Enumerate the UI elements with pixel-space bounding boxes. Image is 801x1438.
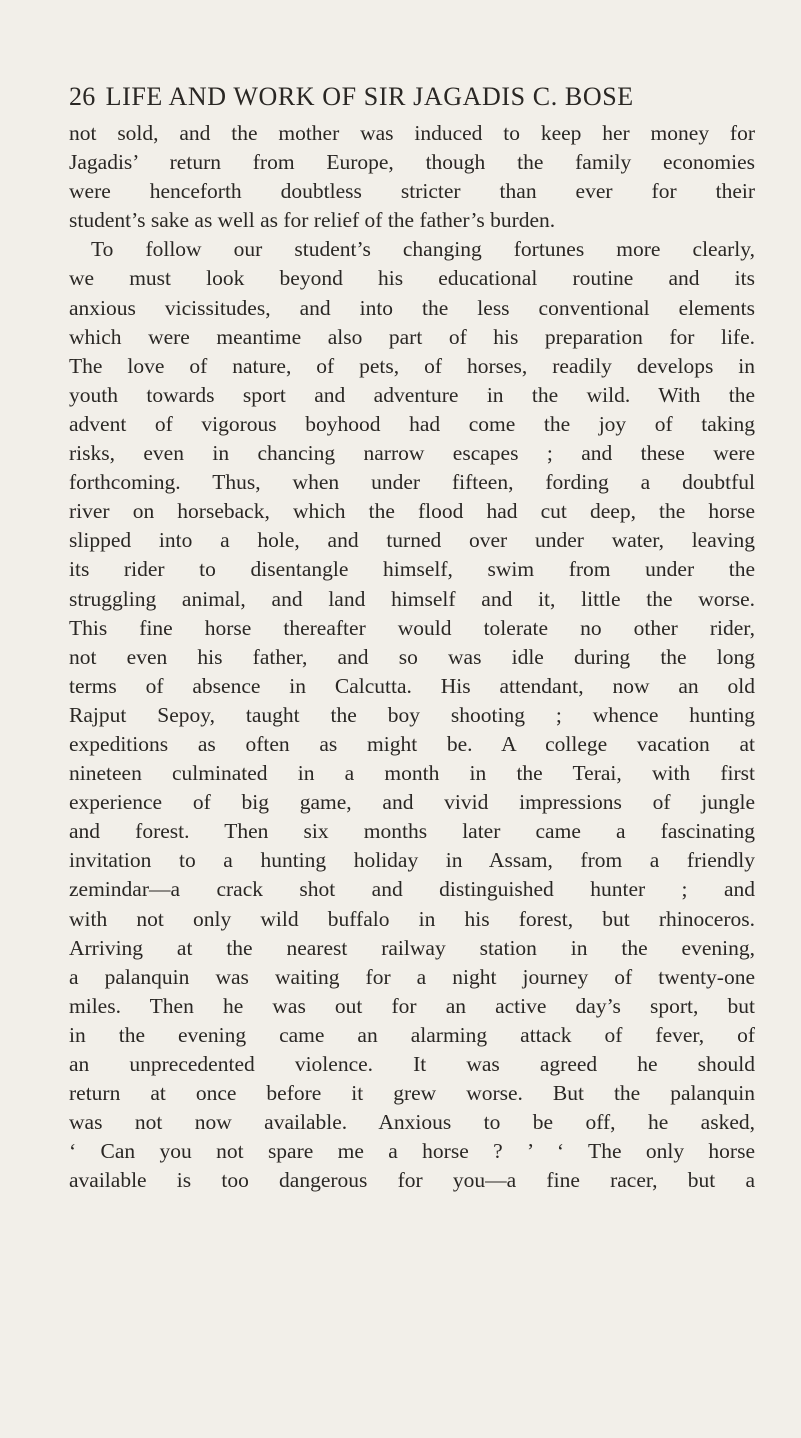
text-line: and forest. Then six months later came a fascinating [69, 819, 755, 844]
text-line: which were meantime also part of his preparation for life. [69, 324, 755, 349]
text-line: an unprecedented violence. It was agreed he should [69, 1052, 755, 1076]
text-line: in the evening came an alarming attack of fever, of [69, 1022, 755, 1047]
text-line: student’s sake as well as for relief of the father’s burden. [69, 208, 556, 233]
text-line: available is too dangerous for you—a fine racer, but a [69, 1168, 755, 1193]
text-line: The love of nature, of pets, of horses, readily develops in [69, 353, 755, 378]
text-line: not even his father, and so was idle during the long [69, 644, 755, 669]
text-line: nineteen culminated in a month in the Terai, with first [69, 761, 755, 786]
text-line: ‘ Can you not spare me a horse ? ’ ‘ The only horse [69, 1139, 755, 1164]
text-line: youth towards sport and adventure in the wild. With the [69, 382, 755, 407]
text-line: advent of vigorous boyhood had come the joy of taking [69, 411, 755, 436]
text-line: slipped into a hole, and turned over under water, leaving [69, 528, 755, 553]
text-line: river on horseback, which the flood had cut deep, the horse [69, 499, 755, 524]
text-line: was not now available. Anxious to be off, he asked, [69, 1110, 755, 1135]
text-line: terms of absence in Calcutta. His attendant, now an old [69, 673, 755, 698]
text-line: with not only wild buffalo in his forest, but rhinoceros. [69, 906, 755, 931]
text-line: expeditions as often as might be. A college vacation at [69, 731, 755, 756]
text-line: struggling animal, and land himself and it, little the worse. [69, 586, 755, 611]
text-line: we must look beyond his educational routine and its [69, 266, 755, 291]
text-line: risks, even in chancing narrow escapes ; and these were [69, 441, 755, 466]
text-line: Jagadis’ return from Europe, though the family economies [69, 150, 755, 175]
text-line: miles. Then he was out for an active day’s sport, but [69, 993, 755, 1018]
text-line: experience of big game, and vivid impressions of jungle [69, 790, 755, 815]
text-line: invitation to a hunting holiday in Assam, from a friendly [69, 848, 755, 873]
text-line: To follow our student’s changing fortunes more clearly, [91, 237, 755, 262]
text-line: forthcoming. Thus, when under fifteen, fording a doubtful [69, 470, 755, 495]
text-line: were henceforth doubtless stricter than ever for their [69, 179, 755, 204]
paragraph [69, 119, 755, 235]
text-line: Arriving at the nearest railway station in the evening, [69, 935, 755, 960]
text-line: zemindar—a crack shot and distinguished hunter ; and [69, 877, 755, 902]
body-text [69, 119, 755, 1195]
running-title: LIFE AND WORK OF SIR JAGADIS C. BOSE [105, 82, 634, 111]
running-head [69, 80, 755, 120]
text-line: not sold, and the mother was induced to keep her money for [69, 121, 755, 145]
text-line: anxious vicissitudes, and into the less conventional elements [69, 295, 755, 320]
text-line: This fine horse thereafter would tolerate no other rider, [69, 615, 755, 640]
text-line: Rajput Sepoy, taught the boy shooting ; whence hunting [69, 702, 755, 727]
page-number: 26 [69, 82, 96, 111]
text-line: return at once before it grew worse. But the palanquin [69, 1081, 755, 1106]
text-line: its rider to disentangle himself, swim from under the [69, 557, 755, 582]
text-line: a palanquin was waiting for a night journey of twenty-one [69, 964, 755, 989]
paragraph [69, 235, 755, 1195]
